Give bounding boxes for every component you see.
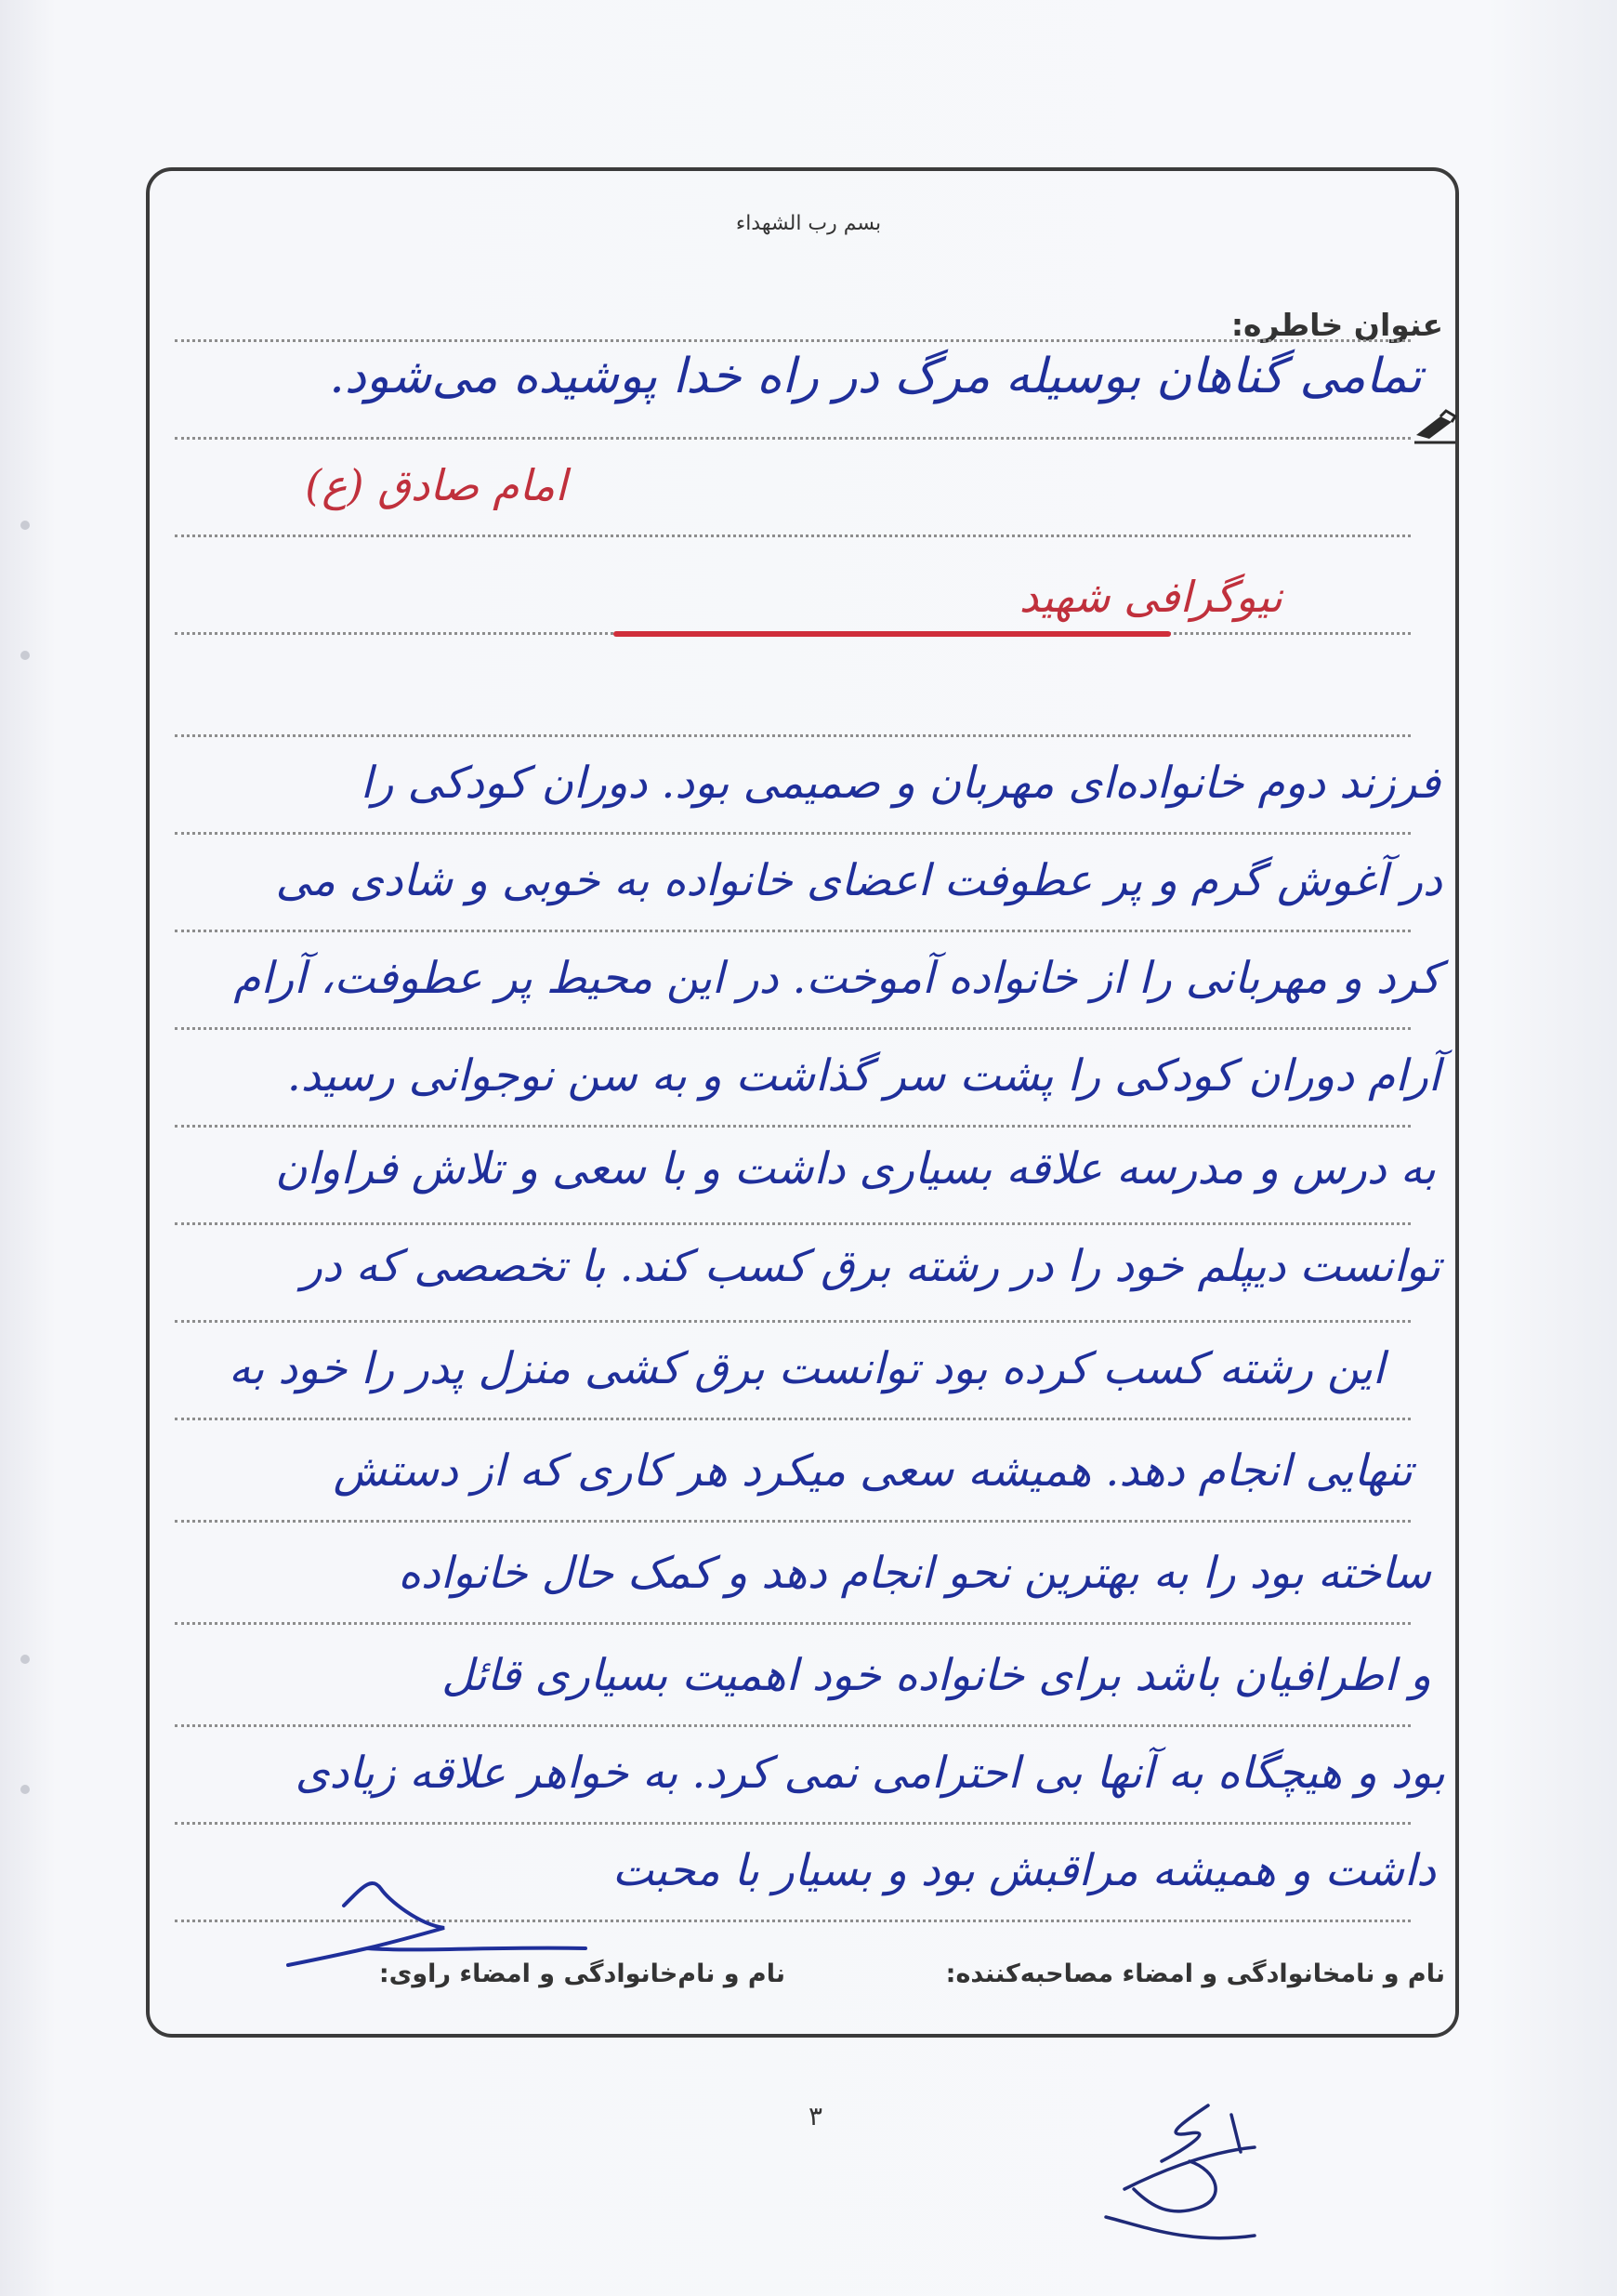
heading-underline	[613, 631, 1171, 637]
ruled-line	[175, 1724, 1411, 1727]
ruled-line	[175, 1320, 1411, 1323]
body-line: این رشته کسب کرده بود توانست برق کشی منزل پدر را خود به	[229, 1343, 1385, 1394]
ruled-line	[175, 832, 1411, 835]
interviewer-label: نام و نامخانوادگی و امضاء مصاحبه‌کننده:	[945, 1960, 1445, 1988]
memory-title-line1: تمامی گناهان بوسیله مرگ در راه خدا پوشیده می‌شود.	[329, 349, 1422, 404]
body-line: به درس و مدرسه علاقه بسیاری داشت و با سعی و تلاش فراوان	[275, 1143, 1436, 1194]
binding-hole	[20, 1655, 30, 1664]
body-line: کرد و مهربانی را از خانواده آموخت. در این محیط پر عطوفت، آرام	[233, 953, 1440, 1004]
ruled-line	[175, 1222, 1411, 1225]
binding-hole	[20, 521, 30, 530]
body-line: توانست دیپلم خود را در رشته برق کسب کند. با تخصصی که در	[301, 1241, 1440, 1292]
ruled-line	[175, 930, 1411, 932]
body-line: ساخته بود را به بهترین نحو انجام دهد و کمک حال خانواده	[398, 1548, 1431, 1599]
narrator-signature	[1069, 2096, 1292, 2254]
ruled-line	[175, 1125, 1411, 1128]
interviewer-signature	[279, 1868, 613, 1971]
body-line: فرزند دوم خانواده‌ای مهربان و صمیمی بود. دوران کودکی را	[360, 758, 1440, 809]
ruled-line	[175, 734, 1411, 737]
body-line: در آغوش گرم و پر عطوفت اعضای خانواده به خوبی و شادی می	[275, 855, 1442, 906]
body-line: تنهایی انجام دهد. همیشه سعی میکرد هر کاری که از دستش	[333, 1445, 1413, 1497]
pen-icon	[1413, 409, 1459, 446]
body-line: بود و هیچگاه به آنها بی احترامی نمی کرد. به خواهر علاقه زیادی	[295, 1748, 1445, 1799]
body-line: و اطرافیان باشد برای خانواده خود اهمیت بسیاری قائل	[441, 1650, 1431, 1701]
basmala-header: بسم رب الشهداء	[735, 212, 882, 235]
body-line: آرام دوران کودکی را پشت سر گذاشت و به سن نوجوانی رسید.	[286, 1050, 1440, 1102]
ruled-line	[175, 1520, 1411, 1523]
ruled-line	[175, 1622, 1411, 1625]
ruled-line	[175, 1027, 1411, 1030]
memory-title-label: عنوان خاطره:	[1230, 307, 1443, 343]
binding-hole	[20, 651, 30, 660]
biography-heading: نیوگرافی شهید	[1019, 572, 1282, 622]
binding-hole	[20, 1785, 30, 1794]
ruled-line	[175, 534, 1411, 537]
body-line: داشت و همیشه مراقبش بود و بسیار با محبت	[611, 1845, 1436, 1896]
ruled-line	[175, 1822, 1411, 1825]
ruled-line	[175, 339, 1411, 342]
memory-title-attribution: امام صادق (ع)	[305, 460, 567, 510]
ruled-line	[175, 1418, 1411, 1420]
page-number: ۳	[808, 2101, 823, 2131]
ruled-line	[175, 437, 1411, 440]
narrator-label: نام و نام‌خانوادگی و امضاء راوی:	[378, 1960, 785, 1988]
